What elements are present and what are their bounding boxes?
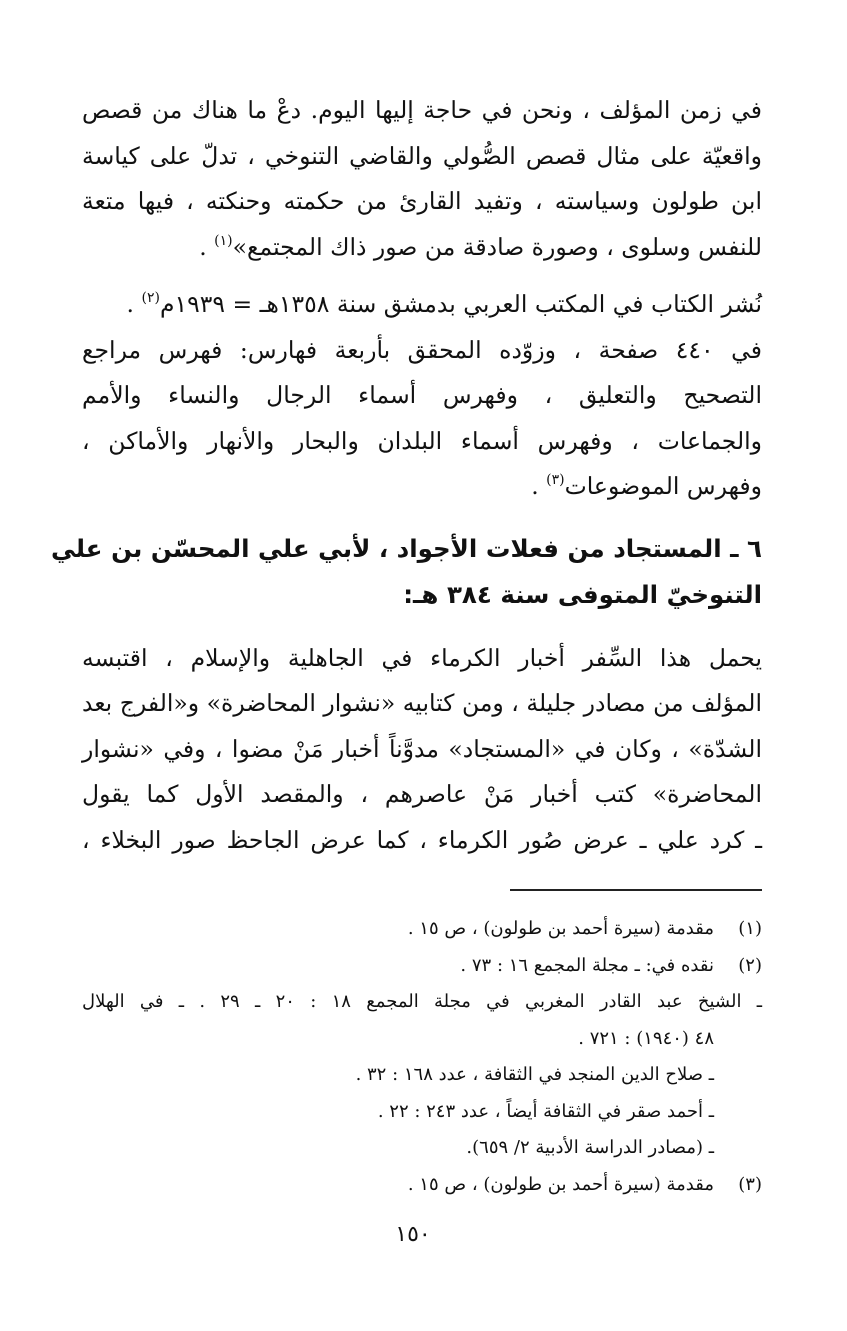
- footnote-1: [82, 911, 762, 948]
- text-line: التصحيح والتعليق ، وفهرس أسماء الرجال والنساء والأمم: [82, 381, 762, 409]
- footnote-number: (١): [738, 918, 762, 939]
- footnote-number: (٣): [738, 1173, 762, 1195]
- text-segment: نُشر الكتاب في المكتب العربي بدمشق سنة ١٣٥٨هـ = ١٩٣٩م: [159, 290, 762, 318]
- heading-line: ٦ ـ المستجاد من فعلات الأجواد ، لأبي علي المحسّن بن علي: [51, 533, 762, 563]
- text-line: الشدّة» ، وكان في «المستجاد» مدوَّناً أخبار مَنْ مضوا ، وفي «نشوار: [82, 734, 762, 763]
- footnote-text: مقدمة (سيرة أحمد بن طولون) ، ص ١٥ .: [407, 918, 714, 939]
- page-body: [51, 88, 763, 1203]
- footnote-line: ـ صلاح الدين المنجد في الثقافة ، عدد ١٦٨ : ٣٢ .: [355, 1064, 714, 1085]
- section-heading: [51, 526, 762, 618]
- text-line: [82, 464, 762, 510]
- footnote-separator: [510, 889, 762, 891]
- text-line: في ٤٤٠ صفحة ، وزوّده المحقق بأربعة فهارس: فهرس مراجع: [82, 335, 762, 364]
- text-line: المحاضرة» كتب أخبار مَنْ عاصرهم ، والمقصد الأول كما يقول: [82, 780, 762, 808]
- footnote-ref-3[interactable]: (٣): [546, 472, 565, 488]
- paragraph-1: [82, 88, 762, 270]
- footnote-3: [82, 1167, 762, 1204]
- footnotes: [82, 911, 762, 1203]
- text-line: في زمن المؤلف ، ونحن في حاجة إليها اليوم. دعْ ما هناك من قصص: [82, 96, 762, 124]
- page-number: ١٥٠: [395, 1222, 431, 1247]
- footnote-line: ٤٨ (١٩٤٠) : ٧٢١ .: [578, 1027, 714, 1049]
- text-line: ـ كرد علي ـ عرض صُور الكرماء ، كما عرض الجاحظ صور البخلاء ،: [82, 825, 762, 854]
- text-segment: .: [199, 232, 215, 261]
- footnote-ref-2[interactable]: (٢): [141, 290, 160, 306]
- text-line: والجماعات ، وفهرس أسماء البلدان والبحار والأنهار والأماكن ،: [82, 426, 762, 455]
- text-segment: .: [531, 472, 547, 500]
- paragraph-3: [82, 636, 762, 864]
- text-line: يحمل هذا السِّفر أخبار الكرماء في الجاهلية والإسلام ، اقتبسه: [82, 643, 762, 672]
- text-segment: .: [126, 290, 142, 318]
- footnote-text: نقده في: ـ مجلة المجمع ١٦ : ٧٣ .: [460, 954, 714, 976]
- footnote-text: مقدمة (سيرة أحمد بن طولون) ، ص ١٥ .: [407, 1173, 714, 1195]
- footnote-line: ـ (مصادر الدراسة الأدبية ٢/ ٦٥٩).: [466, 1137, 714, 1158]
- text-line: [82, 225, 762, 271]
- footnote-2: [82, 948, 762, 985]
- footnote-number: (٢): [738, 954, 762, 976]
- footnote-line: ـ أحمد صقر في الثقافة أيضاً ، عدد ٢٤٣ : ٢٢ .: [377, 1100, 714, 1122]
- text-segment: وفهرس الموضوعات: [564, 472, 762, 500]
- text-segment: للنفس وسلوى ، وصورة صادقة من صور ذاك المجتمع»: [232, 232, 762, 261]
- footnote-line: ـ الشيخ عبد القادر المغربي في مجلة المجمع ١٨ : ٢٠ ـ ٢٩ . ـ في الهلال: [82, 991, 763, 1012]
- footnote-ref-1[interactable]: (١): [214, 232, 233, 249]
- text-line: ابن طولون وسياسته ، وتفيد القارئ من حكمته وحنكته ، فيها متعة: [82, 187, 762, 215]
- heading-line: التنوخيّ المتوفى سنة ٣٨٤ هـ:: [403, 579, 762, 609]
- paragraph-2: [82, 282, 762, 510]
- text-line: المؤلف من مصادر جليلة ، ومن كتابيه «نشوار المحاضرة» و«الفرج بعد: [82, 689, 762, 717]
- text-line: [82, 282, 762, 328]
- text-line: واقعيّة على مثال قصص الصُّولي والقاضي التنوخي ، تدلّ على كياسة: [82, 141, 762, 170]
